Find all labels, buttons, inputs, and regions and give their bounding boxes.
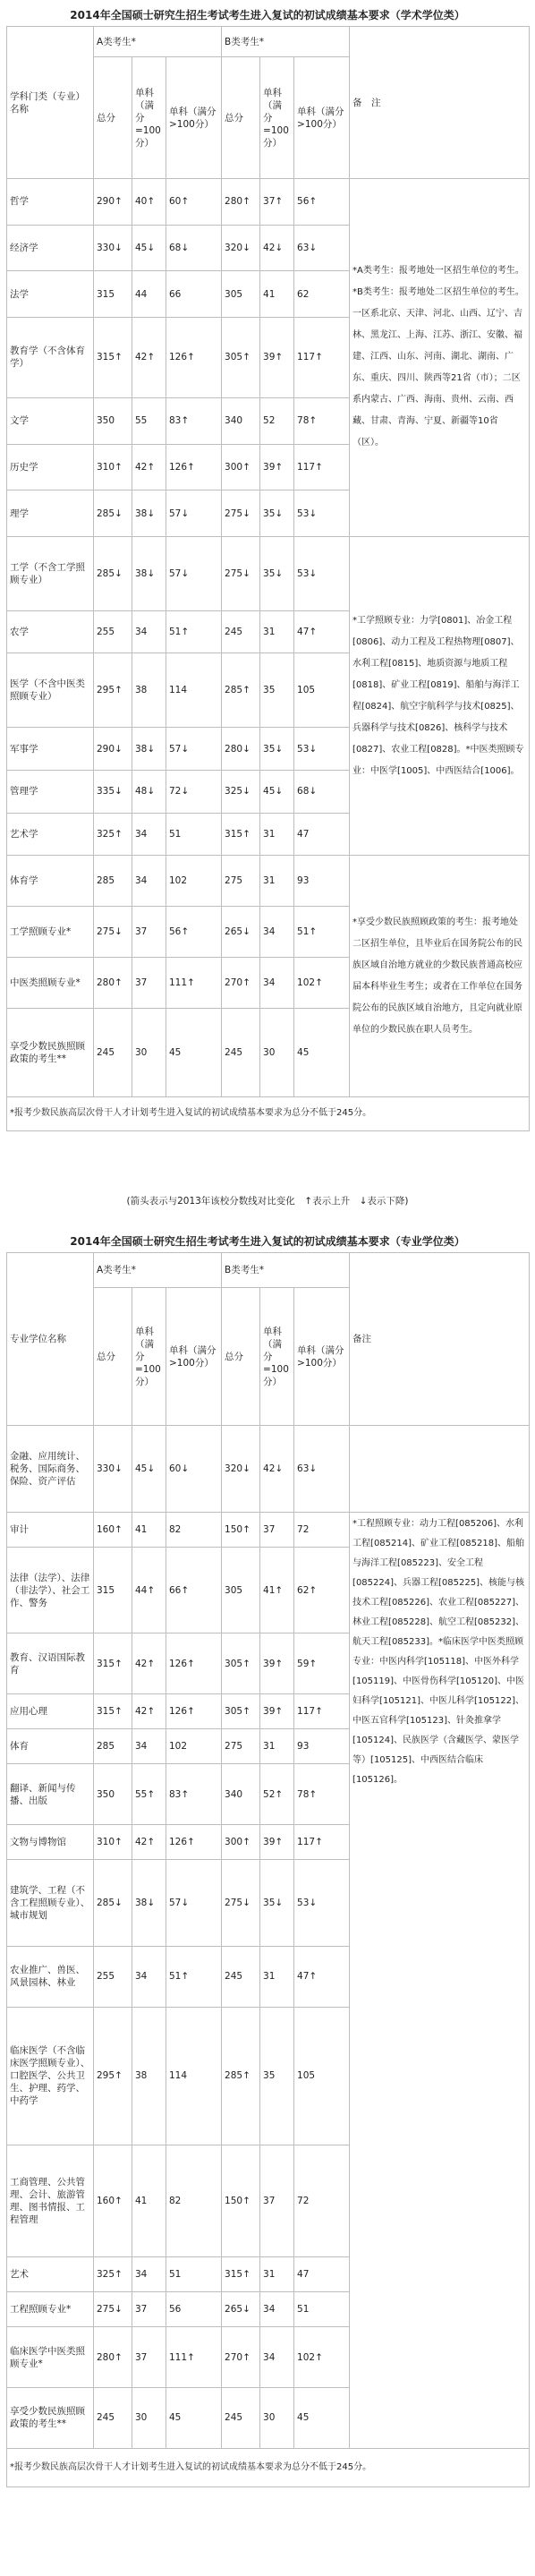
category-header: 专业学位名称: [7, 1253, 94, 1426]
score-cell: 350: [94, 397, 132, 444]
score-cell: 300↑: [222, 1825, 260, 1860]
table-row: [7, 1426, 530, 1513]
score-cell: 37↑: [260, 179, 294, 226]
score-cell: 37: [132, 2327, 166, 2388]
score-cell: 45: [166, 1009, 222, 1097]
score-cell: 66↑: [166, 1547, 222, 1633]
score-cell: 38↓: [132, 490, 166, 537]
score-cell: 42↓: [260, 225, 294, 271]
category-name: 工学（不含工学照顾专业）: [7, 536, 94, 610]
score-cell: 31: [260, 1946, 294, 2007]
score-cell: 310↑: [94, 1825, 132, 1860]
score-cell: 270↑: [222, 2327, 260, 2388]
score-cell: 37: [132, 2292, 166, 2327]
score-cell: 51: [166, 2257, 222, 2292]
score-cell: 53↓: [294, 536, 350, 610]
score-cell: 320↓: [222, 1426, 260, 1513]
score-cell: 117↑: [294, 1825, 350, 1860]
score-cell: 102: [166, 1729, 222, 1764]
score-cell: 83↑: [166, 397, 222, 444]
score-cell: 335↓: [94, 770, 132, 813]
score-cell: 51: [294, 2292, 350, 2327]
score-cell: 48↓: [132, 770, 166, 813]
score-cell: 280↑: [94, 958, 132, 1009]
score-cell: 66: [166, 271, 222, 318]
score-cell: 37: [260, 1512, 294, 1547]
score-cell: 111↑: [166, 2327, 222, 2388]
score-cell: 56: [166, 2292, 222, 2327]
score-cell: 53↓: [294, 728, 350, 771]
category-name: 享受少数民族照顾政策的考生**: [7, 1009, 94, 1097]
score-cell: 47: [294, 813, 350, 856]
score-cell: 285↓: [94, 536, 132, 610]
score-cell: 305: [222, 271, 260, 318]
score-cell: 114: [166, 653, 222, 728]
subject-100-header: 单科（满分=100分）: [260, 57, 294, 179]
score-cell: 270↑: [222, 958, 260, 1009]
score-cell: 126↑: [166, 1633, 222, 1694]
score-cell: 55: [132, 397, 166, 444]
group-a-header: A类考生*: [94, 27, 222, 57]
score-cell: 39↑: [260, 1694, 294, 1729]
score-cell: 35: [260, 2007, 294, 2145]
score-cell: 265↓: [222, 2292, 260, 2327]
score-cell: 285↓: [94, 490, 132, 537]
score-cell: 30: [260, 1009, 294, 1097]
score-cell: 330↓: [94, 1426, 132, 1513]
score-cell: 40↑: [132, 179, 166, 226]
score-cell: 255: [94, 610, 132, 653]
subject-100-header: 单科（满分=100分）: [132, 1288, 166, 1426]
score-cell: 31: [260, 2257, 294, 2292]
score-cell: 102↑: [294, 2327, 350, 2388]
category-header: 学科门类（专业）名称: [7, 27, 94, 179]
score-cell: 31: [260, 610, 294, 653]
professional-score-table: [6, 1252, 530, 2487]
score-cell: 57↓: [166, 728, 222, 771]
category-name: 法律（法学）、法律（非法学）、社会工作、警务: [7, 1547, 94, 1633]
category-name: 历史学: [7, 444, 94, 490]
score-cell: 41↑: [260, 1547, 294, 1633]
score-cell: 35: [260, 653, 294, 728]
score-cell: 126↑: [166, 318, 222, 398]
footnote: *报考少数民族高层次骨干人才计划考生进入复试的初试成绩基本要求为总分不低于245分。: [7, 1096, 530, 1130]
score-cell: 320↓: [222, 225, 260, 271]
score-cell: 117↑: [294, 318, 350, 398]
score-cell: 285: [94, 1729, 132, 1764]
total-header: 总分: [94, 57, 132, 179]
page-title-professional: 2014年全国硕士研究生招生考试考生进入复试的初试成绩基本要求（专业学位类）: [70, 1235, 465, 1248]
score-cell: 350: [94, 1764, 132, 1825]
score-cell: 39↑: [260, 318, 294, 398]
score-cell: 63↓: [294, 1426, 350, 1513]
category-name: 中医类照顾专业*: [7, 958, 94, 1009]
category-name: 管理学: [7, 770, 94, 813]
score-cell: 52: [260, 397, 294, 444]
score-cell: 41: [132, 2145, 166, 2256]
total-header: 总分: [94, 1288, 132, 1426]
score-cell: 280↑: [222, 179, 260, 226]
change-legend: (箭头表示与2013年该校分数线对比变化 ↑表示上升 ↓表示下降): [126, 1196, 409, 1207]
category-name: 教育学（不含体育学）: [7, 318, 94, 398]
score-cell: 275↓: [222, 1860, 260, 1947]
score-cell: 62↑: [294, 1547, 350, 1633]
score-cell: 42↓: [260, 1426, 294, 1513]
score-cell: 51↑: [294, 907, 350, 958]
category-name: 临床医学中医类照顾专业*: [7, 2327, 94, 2388]
score-cell: 57↓: [166, 536, 222, 610]
score-cell: 93: [294, 1729, 350, 1764]
score-cell: 72: [294, 2145, 350, 2256]
score-cell: 37: [260, 2145, 294, 2256]
score-cell: 38↓: [132, 728, 166, 771]
score-cell: 56↑: [294, 179, 350, 226]
score-cell: 72↓: [166, 770, 222, 813]
subject-100-header: 单科（满分=100分）: [132, 57, 166, 179]
category-name: 农业推广、兽医、风景园林、林业: [7, 1946, 94, 2007]
score-cell: 62: [294, 271, 350, 318]
score-cell: 52↑: [260, 1764, 294, 1825]
score-cell: 315↑: [94, 1633, 132, 1694]
score-cell: 45: [294, 1009, 350, 1097]
score-cell: 34: [132, 1729, 166, 1764]
score-cell: 42↑: [132, 444, 166, 490]
score-cell: 255: [94, 1946, 132, 2007]
category-name: 体育学: [7, 856, 94, 907]
score-cell: 30: [260, 2387, 294, 2448]
score-cell: 60↓: [166, 1426, 222, 1513]
note-header: 备 注: [350, 27, 530, 179]
score-cell: 245: [94, 2387, 132, 2448]
category-name: 工学照顾专业*: [7, 907, 94, 958]
score-cell: 245: [94, 1009, 132, 1097]
score-cell: 117↑: [294, 1694, 350, 1729]
score-cell: 315↑: [222, 813, 260, 856]
category-name: 艺术: [7, 2257, 94, 2292]
score-cell: 34: [132, 1946, 166, 2007]
category-name: 体育: [7, 1729, 94, 1764]
footnote-row: [7, 1096, 530, 1130]
score-cell: 290↑: [94, 179, 132, 226]
score-cell: 42↑: [132, 1825, 166, 1860]
remark-cell: [350, 1426, 530, 1513]
score-cell: 82: [166, 2145, 222, 2256]
score-cell: 47↑: [294, 610, 350, 653]
score-cell: 150↑: [222, 2145, 260, 2256]
score-cell: 47: [294, 2257, 350, 2292]
score-cell: 51: [166, 813, 222, 856]
score-cell: 305↑: [222, 1633, 260, 1694]
score-cell: 275↓: [222, 490, 260, 537]
note-header: 备注: [350, 1253, 530, 1426]
score-cell: 34: [132, 856, 166, 907]
score-cell: 57↓: [166, 1860, 222, 1947]
category-name: 军事学: [7, 728, 94, 771]
score-cell: 34: [132, 813, 166, 856]
score-cell: 93: [294, 856, 350, 907]
score-cell: 55↑: [132, 1764, 166, 1825]
score-cell: 114: [166, 2007, 222, 2145]
category-name: 应用心理: [7, 1694, 94, 1729]
score-cell: 102: [166, 856, 222, 907]
footnote: *报考少数民族高层次骨干人才计划考生进入复试的初试成绩基本要求为总分不低于245分。: [7, 2448, 530, 2486]
score-cell: 37: [132, 907, 166, 958]
header-row: [7, 1253, 530, 1288]
score-cell: 340: [222, 397, 260, 444]
score-cell: 35↓: [260, 1860, 294, 1947]
score-cell: 295↑: [94, 2007, 132, 2145]
score-cell: 31: [260, 1729, 294, 1764]
subject-gt100-header: 单科（满分>100分）: [166, 57, 222, 179]
score-cell: 45↓: [132, 1426, 166, 1513]
score-cell: 41: [260, 271, 294, 318]
score-cell: 57↓: [166, 490, 222, 537]
score-cell: 34: [132, 610, 166, 653]
category-name: 农学: [7, 610, 94, 653]
score-cell: 82: [166, 1512, 222, 1547]
category-name: 金融、应用统计、税务、国际商务、保险、资产评估: [7, 1426, 94, 1513]
score-cell: 39↑: [260, 1633, 294, 1694]
score-cell: 245: [222, 1946, 260, 2007]
score-cell: 53↓: [294, 490, 350, 537]
score-cell: 38↓: [132, 536, 166, 610]
subject-gt100-header: 单科（满分>100分）: [294, 1288, 350, 1426]
category-name: 经济学: [7, 225, 94, 271]
score-cell: 38: [132, 2007, 166, 2145]
score-cell: 275: [222, 1729, 260, 1764]
score-cell: 45: [294, 2387, 350, 2448]
category-name: 艺术学: [7, 813, 94, 856]
score-cell: 150↑: [222, 1512, 260, 1547]
subject-gt100-header: 单科（满分>100分）: [294, 57, 350, 179]
score-cell: 295↑: [94, 653, 132, 728]
score-cell: 105: [294, 2007, 350, 2145]
category-name: 临床医学（不含临床医学照顾专业）、口腔医学、公共卫生、护理、药学、中药学: [7, 2007, 94, 2145]
score-cell: 315: [94, 271, 132, 318]
score-cell: 51↑: [166, 1946, 222, 2007]
score-cell: 305: [222, 1547, 260, 1633]
score-cell: 305↑: [222, 1694, 260, 1729]
score-cell: 300↑: [222, 444, 260, 490]
score-cell: 38↓: [132, 1860, 166, 1947]
remark-cell: *工程照顾专业：动力工程[085206]、水利工程[085214]、矿业工程[085218]、船舶与海洋工程[085223]、安全工程[085224]、兵器工程[085225]、核能与核技术工程[085226]、农业工程[085227]、林业工程[085228]、航空工程[085232]、航天工程[085233]。*临床医学中医类照顾专业：中医内科学[105118]、中医外科学[105119]、中医骨伤科学[105120]、中医妇科学[105121]、中医儿科学[105122]、中医五官科学[105123]、针灸推拿学[105124]、民族医学（含藏医学、蒙医学等）[105125]、中西医结合临床[105126]。: [350, 1512, 530, 2448]
score-cell: 68↓: [294, 770, 350, 813]
score-cell: 126↑: [166, 1694, 222, 1729]
category-name: 文物与博物馆: [7, 1825, 94, 1860]
category-name: 医学（不含中医类照顾专业）: [7, 653, 94, 728]
score-cell: 280↑: [94, 2327, 132, 2388]
score-cell: 285: [94, 856, 132, 907]
subject-gt100-header: 单科（满分>100分）: [166, 1288, 222, 1426]
score-cell: 35↓: [260, 728, 294, 771]
score-cell: 34: [260, 2292, 294, 2327]
score-cell: 275↓: [222, 536, 260, 610]
category-name: 工程照顾专业*: [7, 2292, 94, 2327]
score-cell: 275↓: [94, 2292, 132, 2327]
score-cell: 325↓: [222, 770, 260, 813]
score-cell: 60↑: [166, 179, 222, 226]
score-cell: 56↑: [166, 907, 222, 958]
table-row: [7, 179, 530, 226]
score-cell: 39↑: [260, 444, 294, 490]
score-cell: 68↓: [166, 225, 222, 271]
score-cell: 275: [222, 856, 260, 907]
score-cell: 44: [132, 271, 166, 318]
score-cell: 34: [260, 907, 294, 958]
score-cell: 30: [132, 1009, 166, 1097]
score-cell: 34: [260, 958, 294, 1009]
category-name: 享受少数民族照顾政策的考生**: [7, 2387, 94, 2448]
score-cell: 51↑: [166, 610, 222, 653]
group-a-header: A类考生*: [94, 1253, 222, 1288]
score-cell: 78↑: [294, 397, 350, 444]
score-cell: 325↑: [94, 813, 132, 856]
score-cell: 42↑: [132, 1694, 166, 1729]
score-cell: 47↑: [294, 1946, 350, 2007]
score-cell: 31: [260, 856, 294, 907]
category-name: 文学: [7, 397, 94, 444]
score-cell: 45: [166, 2387, 222, 2448]
score-cell: 285↑: [222, 2007, 260, 2145]
score-cell: 44↑: [132, 1547, 166, 1633]
category-name: 工商管理、公共管理、会计、旅游管理、图书情报、工程管理: [7, 2145, 94, 2256]
remark-cell: *A类考生：报考地处一区招生单位的考生。*B类考生：报考地处二区招生单位的考生。一区系北京、天津、河北、山西、辽宁、吉林、黑龙江、上海、江苏、浙江、安徽、福建、江西、山东、河南、湖北、湖南、广东、重庆、四川、陕西等21省（市）；二区系内蒙古、广西、海南、贵州、云南、西藏、甘肃、青海、宁夏、新疆等10省（区）。: [350, 179, 530, 537]
category-name: 哲学: [7, 179, 94, 226]
score-cell: 315: [94, 1547, 132, 1633]
score-cell: 245: [222, 2387, 260, 2448]
group-b-header: B类考生*: [222, 1253, 350, 1288]
remark-cell: *工学照顾专业：力学[0801]、冶金工程[0806]、动力工程及工程热物理[0807]、水利工程[0815]、地质资源与地质工程[0818]、矿业工程[0819]、船舶与海洋工程[0824]、航空宇航科学与技术[0825]、兵器科学与技术[0826]、核科学与技术[0827]、农业工程[0828]。*中医类照顾专业：中医学[1005]、中西医结合[1006]。: [350, 536, 530, 855]
header-row: [7, 27, 530, 57]
category-name: 审计: [7, 1512, 94, 1547]
score-cell: 59↑: [294, 1633, 350, 1694]
score-cell: 160↑: [94, 2145, 132, 2256]
score-cell: 35↓: [260, 536, 294, 610]
score-cell: 38: [132, 653, 166, 728]
table-row: [7, 536, 530, 610]
category-name: 建筑学、工程（不含工程照顾专业）、城市规划: [7, 1860, 94, 1947]
score-cell: 34: [260, 2327, 294, 2388]
score-cell: 45↓: [132, 225, 166, 271]
score-cell: 126↑: [166, 444, 222, 490]
score-cell: 35↓: [260, 490, 294, 537]
table-row: [7, 856, 530, 907]
score-cell: 285↓: [94, 1860, 132, 1947]
subject-100-header: 单科（满分=100分）: [260, 1288, 294, 1426]
score-cell: 45↓: [260, 770, 294, 813]
score-cell: 34: [132, 2257, 166, 2292]
score-cell: 315↑: [222, 2257, 260, 2292]
score-cell: 340: [222, 1764, 260, 1825]
score-cell: 30: [132, 2387, 166, 2448]
academic-score-table: [6, 26, 530, 1131]
category-name: 教育、汉语国际教育: [7, 1633, 94, 1694]
score-cell: 42↑: [132, 318, 166, 398]
score-cell: 126↑: [166, 1825, 222, 1860]
score-cell: 325↑: [94, 2257, 132, 2292]
total-header: 总分: [222, 57, 260, 179]
score-cell: 117↑: [294, 444, 350, 490]
score-cell: 53↓: [294, 1860, 350, 1947]
category-name: 翻译、新闻与传播、出版: [7, 1764, 94, 1825]
score-cell: 37: [132, 958, 166, 1009]
page-title-academic: 2014年全国硕士研究生招生考试考生进入复试的初试成绩基本要求（学术学位类）: [70, 9, 465, 21]
score-cell: 245: [222, 1009, 260, 1097]
score-cell: 310↑: [94, 444, 132, 490]
score-cell: 315↑: [94, 318, 132, 398]
score-cell: 41: [132, 1512, 166, 1547]
score-cell: 42↑: [132, 1633, 166, 1694]
score-cell: 280↓: [222, 728, 260, 771]
score-cell: 275↓: [94, 907, 132, 958]
score-cell: 305↑: [222, 318, 260, 398]
category-name: 理学: [7, 490, 94, 537]
score-cell: 102↑: [294, 958, 350, 1009]
category-name: 法学: [7, 271, 94, 318]
footnote-row: [7, 2448, 530, 2486]
score-cell: 265↓: [222, 907, 260, 958]
score-cell: 315↑: [94, 1694, 132, 1729]
score-cell: 290↓: [94, 728, 132, 771]
total-header: 总分: [222, 1288, 260, 1426]
score-cell: 111↑: [166, 958, 222, 1009]
group-b-header: B类考生*: [222, 27, 350, 57]
score-cell: 83↑: [166, 1764, 222, 1825]
score-cell: 63↓: [294, 225, 350, 271]
score-cell: 72: [294, 1512, 350, 1547]
score-cell: 39↑: [260, 1825, 294, 1860]
table-row: [7, 1512, 530, 1547]
score-cell: 105: [294, 653, 350, 728]
remark-cell: *享受少数民族照顾政策的考生：报考地处二区招生单位，且毕业后在国务院公布的民族区域自治地方就业的少数民族普通高校应届本科毕业生考生；或者在工作单位在国务院公布的民族区域自治地方，且定向就业原单位的少数民族在职人员考生。: [350, 856, 530, 1097]
score-cell: 330↓: [94, 225, 132, 271]
score-cell: 285↑: [222, 653, 260, 728]
score-cell: 245: [222, 610, 260, 653]
score-cell: 78↑: [294, 1764, 350, 1825]
score-cell: 31: [260, 813, 294, 856]
score-cell: 160↑: [94, 1512, 132, 1547]
